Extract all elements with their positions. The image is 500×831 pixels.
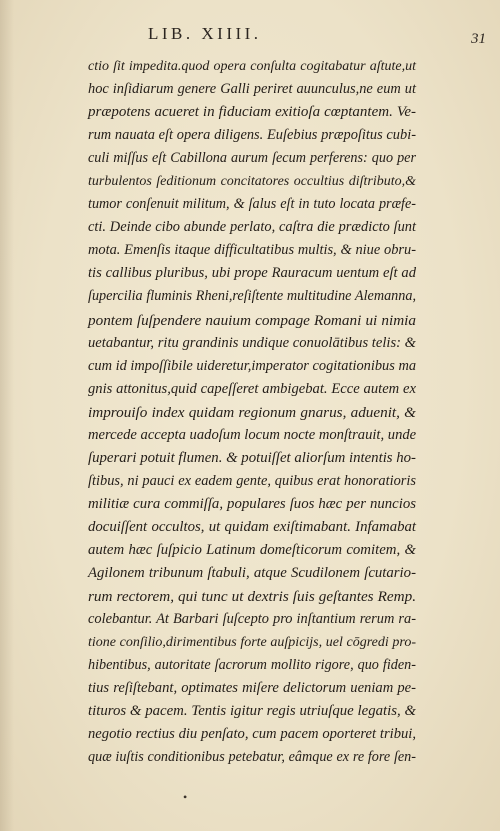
text-line: uetabantur, ritu grandinis undique conuolātibus telis: & — [88, 334, 416, 351]
text-line: improuiſo index quidam regionum gnarus, aduenit, & — [88, 403, 416, 421]
text-line: rum rectorem, qui tunc ut dextris ſuis geſtantes Remp. — [88, 588, 416, 606]
text-line: tumor conſenuit militum, & ſalus eſt in tuto locata præfe- — [88, 196, 416, 213]
text-line: ſupercilia fluminis Rheni,reſiſtente multitudine Alemanna, — [88, 288, 416, 305]
text-line: Agilonem tribunum ſtabuli, atque Scudilonem ſcutario- — [88, 565, 416, 582]
text-line: autem hæc ſuſpicio Latinum domeſticorum comitem, & — [88, 541, 416, 558]
text-line: negotio rectius diu penſato, cum pacem oporteret tribui, — [88, 726, 416, 743]
text-line: cti. Deinde cibo abunde perlato, caſtra die prædicto ſunt — [88, 219, 416, 236]
page-number: 31 — [471, 31, 486, 47]
text-line: pontem ſuſpendere nauium compage Romani ui nimia — [88, 311, 416, 329]
text-line: ſtibus, ni pauci ex eadem gente, quibus erat honoratioris — [88, 472, 416, 489]
text-line: hoc inſidiarum genere Galli periret auunculus,ne eum ut — [88, 81, 416, 98]
text-line: gnis attonitus,quid capeſſeret ambigebat. Ecce autem ex — [88, 380, 416, 397]
text-line: ſuperari potuit flumen. & potuiſſet aliorſum intentis ho- — [88, 449, 416, 466]
text-line: ctio ſit impedita.quod opera conſulta cogitabatur aſtute,ut — [88, 59, 416, 74]
text-line: tione conſilio,dirimentibus forte auſpicijs, uel cōgredi pro- — [88, 635, 416, 651]
text-line: cum id impoſſibile uideretur,imperator cogitationibus ma — [88, 357, 417, 374]
signature-mark: • — [183, 790, 188, 804]
body-text — [88, 55, 416, 769]
text-line: hibentibus, autoritate ſacrorum mollito rigore, quo fiden- — [88, 657, 416, 674]
text-line: quæ iuſtis conditionibus petebatur, eâmque ex re fore ſen- — [88, 749, 416, 766]
text-line: docuiſſent occultos, ut quidam exiſtimabant. Infamabat — [88, 518, 416, 535]
text-line: militiæ cura commiſſa, populares ſuos hæc per nuncios — [88, 495, 416, 512]
text-line: culi miſſus eſt Cabillona aurum ſecum perferens: quo per — [88, 150, 416, 167]
text-line: tituros & pacem. Tentis igitur regis utriuſque legatis, & — [88, 703, 416, 720]
text-line: mota. Emenſis itaque difficultatibus multis, & niue obru- — [88, 242, 416, 259]
text-line: turbulentos ſeditionum concitatores occultius diſtributo,& — [88, 174, 416, 190]
text-line: mercede accepta uadoſum locum nocte monſtrauit, unde — [88, 426, 417, 443]
gutter-shadow — [0, 0, 14, 831]
text-line: colebantur. At Barbari ſuſcepto pro inſtantium rerum ra- — [88, 611, 416, 628]
text-line: tis callibus pluribus, ubi prope Rauracum uentum eſt ad — [88, 265, 416, 282]
text-line: rum nauata eſt opera diligens. Euſebius præpoſitus cubi- — [88, 127, 416, 144]
text-line: præpotens acueret in fiduciam exitioſa cœptantem. Ve- — [88, 104, 416, 121]
text-line: tius reſiſtebant, optimates miſere delictorum ueniam pe- — [88, 680, 416, 697]
running-head: LIB. XIIII. — [148, 24, 262, 43]
